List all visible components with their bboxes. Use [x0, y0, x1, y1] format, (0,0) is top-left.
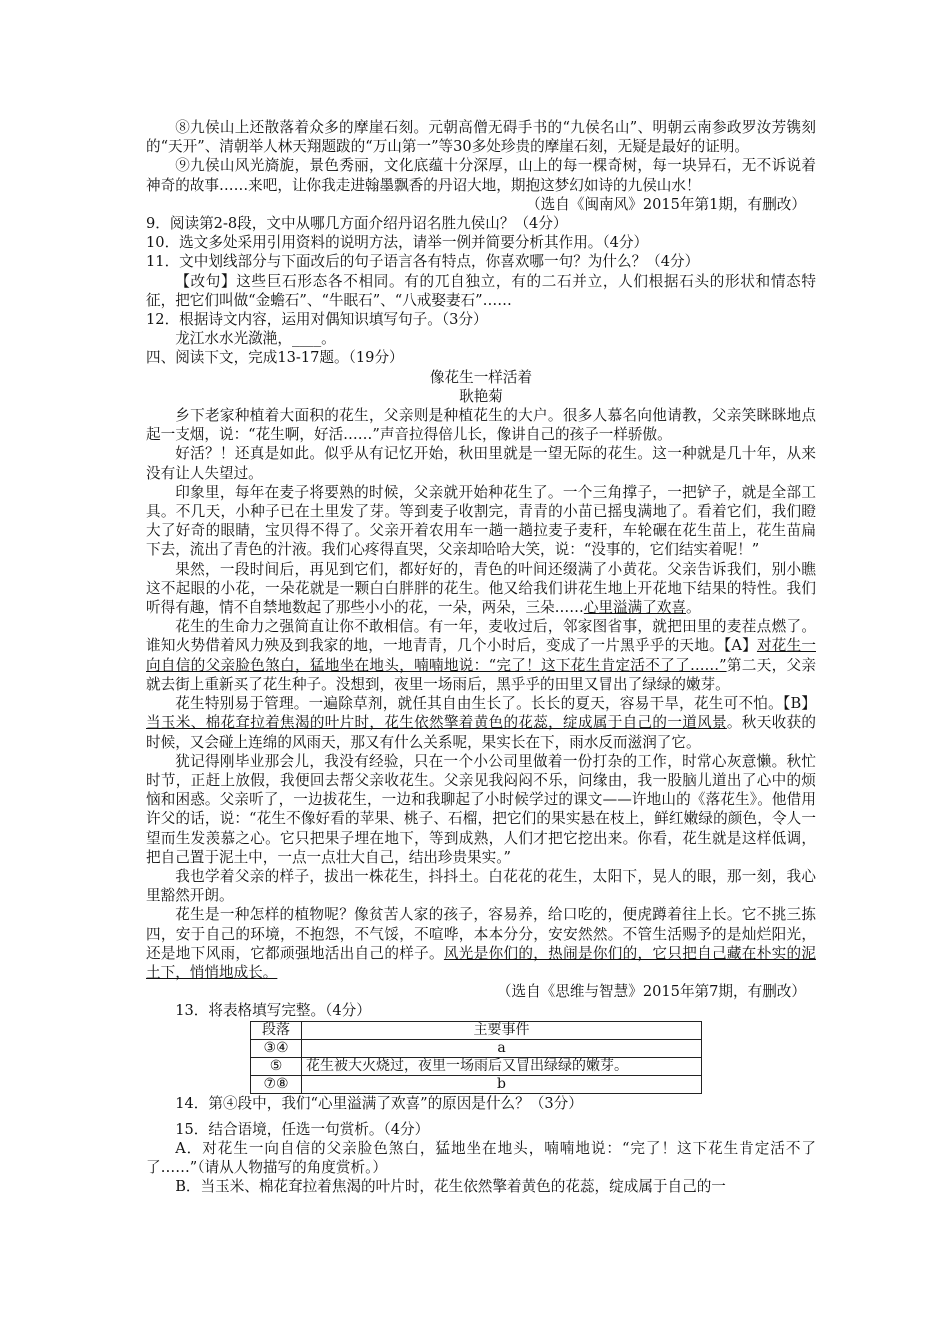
- article-paragraph-3: 印象里，每年在麦子将要熟的时候，父亲就开始种花生了。一个三角撑子，一把铲子，就是全部工具。不几天，小种子已在土里发了芽。等到麦子收割完，青青的小苗已摇曳满地了。看着它们，我们瞪大了好奇的眼睛，宝贝得不得了。父亲开着农用车一趟一趟拉麦子麦秆，车轮碾在花生苗上，花生苗扁下去，流出了青色的汁液。我们心疼得直哭，父亲却哈哈大笑，说：“没事的，它们结实着呢！”: [146, 483, 816, 559]
- paragraph-5-underlined-a: 对花生一向自信的父亲脸色煞白，猛地坐在地头，喃喃地说：“完了！这下花生肯定活不了了……”: [146, 637, 816, 674]
- source-citation-2: （选自《思维与智慧》2015年第7期，有删改）: [496, 983, 806, 1001]
- question-9: 9．阅读第2-8段，文中从哪几方面介绍丹诏名胜九侯山？（4分）: [146, 215, 568, 233]
- question-10: 10．选文多处采用引用资料的说明方法，请举一例并简要分析其作用。（4分）: [146, 234, 649, 252]
- paragraph-4-underlined: 心里溢满了欢喜: [583, 599, 686, 617]
- paragraph-6-underlined-b: 当玉米、棉花耷拉着焦渴的叶片时，花生依然擎着黄色的花蕊，绽成属于自己的一道风景: [146, 714, 727, 732]
- table-header-cell: 段落: [251, 1021, 302, 1039]
- article-paragraph-8: 我也学着父亲的样子，拔出一株花生，抖抖土。白花花的花生，太阳下，晃人的眼，那一刻，我心里豁然开朗。: [146, 867, 816, 905]
- question-15: 15．结合语境，任选一句赏析。（4分）: [175, 1120, 430, 1138]
- paragraph-9: ⑨九侯山风光旖旎，景色秀丽，文化底蕴十分深厚，山上的每一棵奇树，每一块异石，无不诉说着神奇的故事……来吧，让你我走进翰墨飘香的丹诏大地，期抱这梦幻如诗的九侯山水！: [146, 157, 816, 194]
- document-page: [146, 118, 816, 1197]
- article-paragraph-9: [146, 905, 816, 982]
- article-paragraph-1: 乡下老家种植着大面积的花生，父亲则是种植花生的大户。很多人慕名向他请教，父亲笑眯眯地点起一支烟，说：“花生啊，好活……”声音拉得倍儿长，像讲自己的孩子一样骄傲。: [146, 407, 816, 444]
- table-row: [251, 1057, 702, 1075]
- question-12-text: 龙江水水光潋滟，: [175, 330, 292, 348]
- article-paragraph-2: 好活？！还真是如此。似乎从有记忆开始，秋田里就是一望无际的花生。这一种就是几十年，从来没有让人失望过。: [146, 445, 816, 482]
- table-cell: ⑦⑧: [251, 1075, 302, 1093]
- question-11: 11．文中划线部分与下面改后的句子语言各有特点，你喜欢哪一句？为什么？（4分）: [146, 253, 700, 271]
- source-citation-1: （选自《闽南风》2015年第1期，有删改）: [526, 195, 806, 213]
- paragraph-5-text: 花生的生命力之强简直让你不敢相信。有一年，麦收过后，邻家图省事，就把田里的麦茬点燃了。谁知火势借着风力殃及到我家的地，一地青青，几个小时后，变成了一片黑乎乎的天地。【A】: [146, 618, 816, 655]
- table-header-row: [251, 1021, 702, 1039]
- article-paragraph-7: 犹记得刚毕业那会儿，我没有经验，只在一个小公司里做着一份打杂的工作，时常心灰意懒。秋忙时节，正赶上放假，我便回去帮父亲收花生。父亲见我闷闷不乐，问缘由，我一股脑儿道出了心中的烦恼和困惑。父亲听了，一边拔花生，一边和我聊起了小时候学过的课文——许地山的《落花生》。他借用许父的话，说：“花生不像好看的苹果、桃子、石榴，把它们的果实悬在枝上，鲜红嫩绿的颜色，令人一望而生发羡慕之心。它只把果子埋在地下，等到成熟，人们才把它挖出来。你看，花生就是这样低调，把自己置于泥土中，一点一点壮大自己，结出珍贵果实。”: [146, 752, 816, 866]
- section-4-heading: 四、阅读下文，完成13-17题。（19分）: [146, 349, 404, 367]
- question-12-end: 。: [321, 330, 336, 348]
- table-row: [251, 1075, 702, 1093]
- paragraph-9-text: 花生是一种怎样的植物呢？像贫苦人家的孩子，容易养，给口吃的，便虎蹲着往上长。它不挑三拣四，安于自己的环境，不抱怨，不气馁，不喧哗，本本分分，安安然然。不管生活赐予的是灿烂阳光，还是地下风雨，它都顽强地活出自己的样子。: [146, 906, 816, 962]
- table-header-cell: 主要事件: [302, 1021, 702, 1039]
- table-cell: a: [302, 1039, 702, 1057]
- paragraph-8: ⑧九侯山上还散落着众多的摩崖石刻。元朝高僧无碍手书的“九侯名山”、明朝云南参政罗汝芳镌刻的“天开”、清朝举人林天翔题跋的“万山第一”等30多处珍贵的摩崖石刻，无疑是最好的证明。: [146, 119, 816, 156]
- question-12-line: [146, 329, 816, 348]
- paragraph-4-text: 果然，一段时间后，再见到它们，都好好的，青色的叶间还缀满了小黄花。父亲告诉我们，别小瞧这不起眼的小花，一朵花就是一颗白白胖胖的花生。他又给我们讲花生地上开花地下结果的特性。我们听得有趣，情不自禁地数起了那些小小的花，一朵，两朵，三朵……: [146, 560, 816, 617]
- paragraph-6-text: 花生特别易于管理。一遍除草剂，就任其自由生长了。长长的夏天，容易干旱，花生可不怕。【B】: [175, 695, 816, 713]
- table-cell: b: [302, 1075, 702, 1093]
- article-paragraph-5: [146, 617, 816, 694]
- question-15-option-b: B．当玉米、棉花耷拉着焦渴的叶片时，花生依然擎着黄色的花蕊，绽成属于自己的一: [175, 1178, 726, 1196]
- article-paragraph-4: [146, 560, 816, 618]
- paragraph-6-end: 。秋天收获的时候，又会碰上连绵的风雨天，那又有什么关系呢，果实长在下，雨水反而滋润了它。: [146, 714, 816, 751]
- paragraph-5-end: 第二天，父亲就去街上重新买了花生种子。没想到，夜里一场雨后，黑乎乎的田里又冒出了绿绿的嫩芽。: [146, 656, 816, 693]
- events-table: [250, 1021, 702, 1094]
- question-15-option-a: A．对花生一向自信的父亲脸色煞白，猛地坐在地头，喃喃地说：“完了！这下花生肯定活不了了……”（请从人物描写的角度赏析。）: [146, 1139, 816, 1177]
- question-12: 12．根据诗文内容，运用对偶知识填写句子。（3分）: [146, 311, 488, 329]
- table-cell: ③④: [251, 1039, 302, 1057]
- table-cell: ⑤: [251, 1057, 302, 1075]
- article-paragraph-6: [146, 694, 816, 752]
- article-title: 像花生一样活着: [429, 368, 533, 386]
- question-12-blank: ____: [291, 330, 322, 348]
- table-row: [251, 1039, 702, 1057]
- paragraph-9-underlined: 风光是你们的，热闹是你们的，它只把自己藏在朴实的泥土下，悄悄地成长。: [146, 944, 816, 981]
- article-author: 耿艳菊: [459, 387, 503, 405]
- question-13: 13．将表格填写完整。（4分）: [175, 1002, 371, 1020]
- question-11-revised-sentence: 【改句】这些巨石形态各不相同。有的兀自独立，有的二石并立，人们根据石头的形状和情态特征，把它们叫做“金蟾石”、“牛眠石”、“八戒娶妻石”……: [146, 272, 816, 309]
- table-cell: 花生被大火烧过，夜里一场雨后又冒出绿绿的嫩芽。: [302, 1057, 702, 1075]
- question-14: 14．第④段中，我们“心里溢满了欢喜”的原因是什么？（3分）: [175, 1094, 583, 1112]
- paragraph-4-end: 。: [686, 599, 701, 617]
